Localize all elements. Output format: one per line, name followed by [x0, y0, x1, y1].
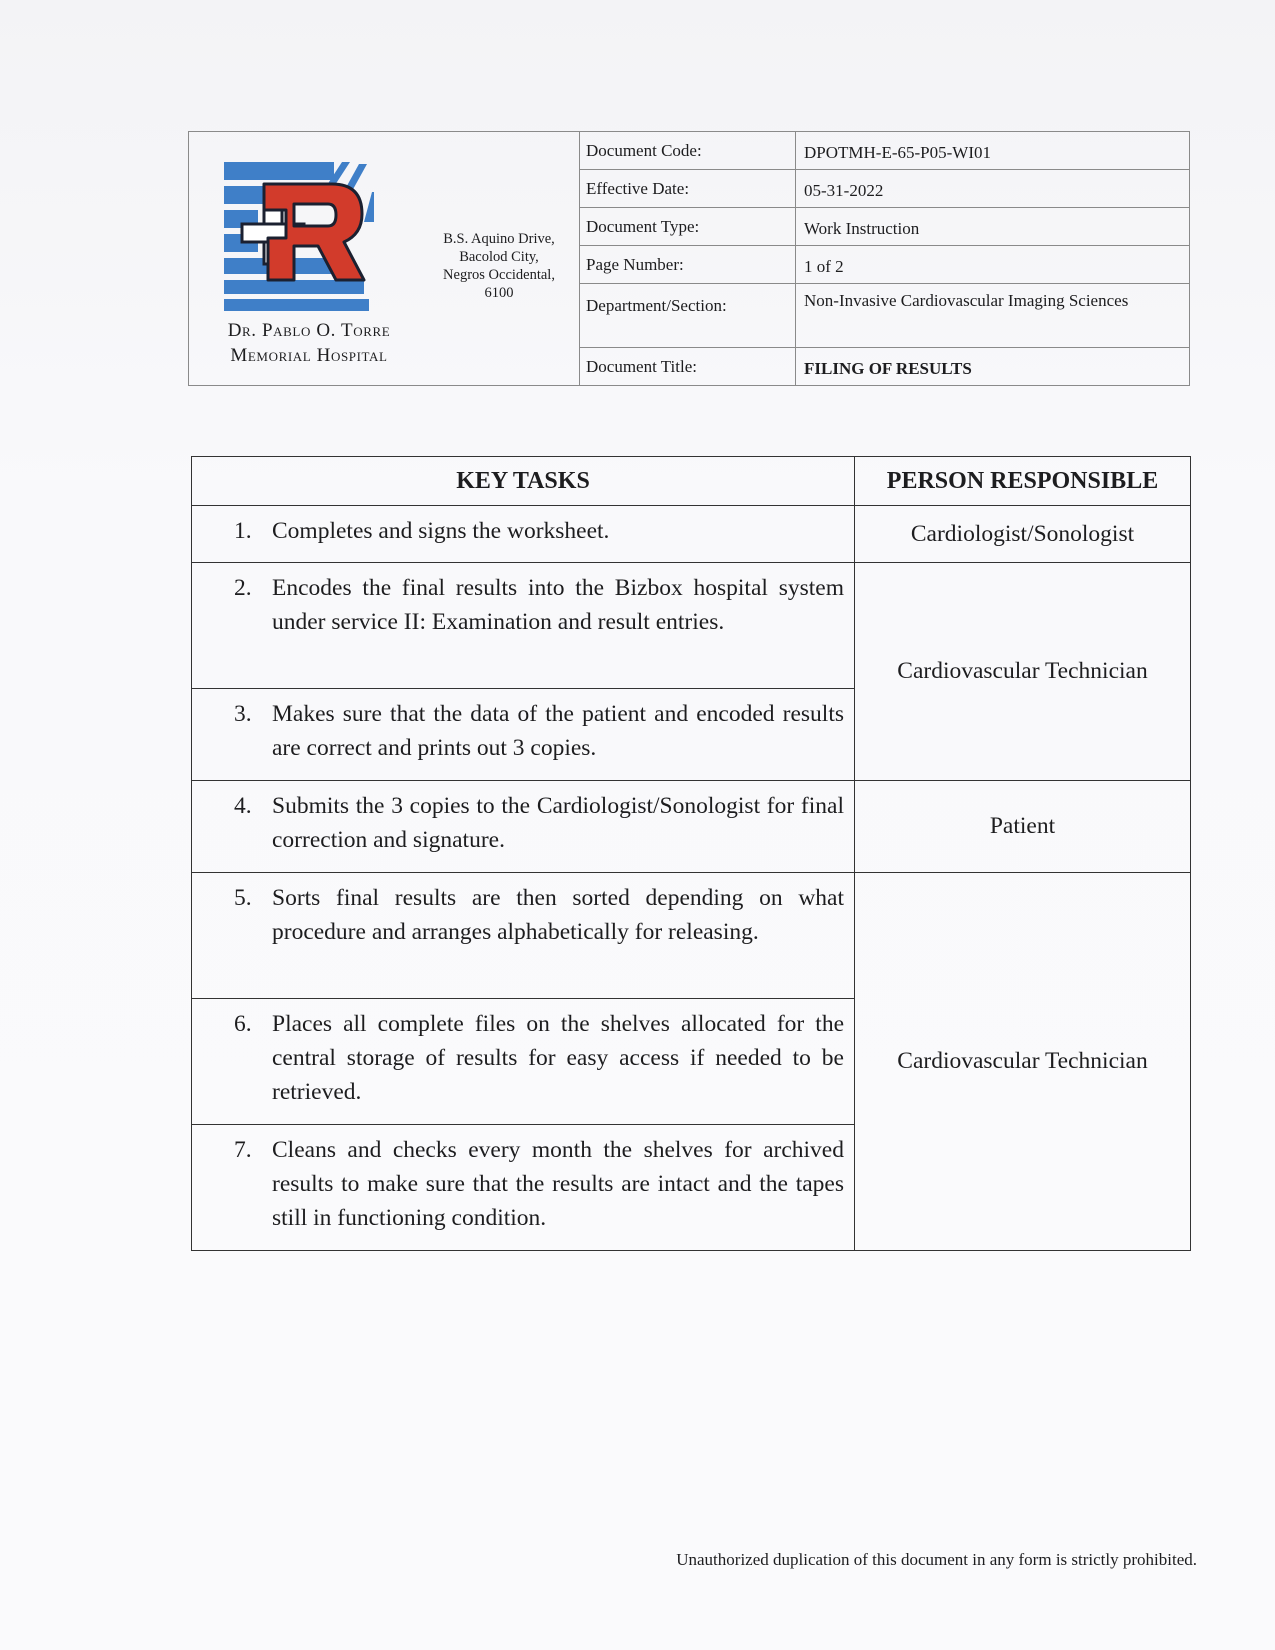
meta-row-department — [580, 284, 1189, 348]
address-line: 6100 — [484, 285, 514, 301]
hospital-name-line2: Memorial Hospital — [230, 345, 388, 366]
task-cell — [192, 563, 855, 689]
person-responsible-header: PERSON RESPONSIBLE — [855, 457, 1191, 506]
task-text: Places all complete files on the shelves allocated for the central storage of results for easy access if needed to be retrieved. — [272, 1011, 844, 1105]
task-text: Cleans and checks every month the shelves for archived results to make sure that the results are intact and the tapes still in functioning condition. — [272, 1137, 844, 1231]
hospital-logo — [224, 162, 374, 312]
task-cell — [192, 781, 855, 873]
responsible-cell: Cardiovascular Technician — [855, 873, 1191, 1251]
task-text: Makes sure that the data of the patient and encoded results are correct and prints out 3 copies. — [272, 701, 844, 761]
task-number: 1. — [234, 518, 252, 544]
key-tasks-header: KEY TASKS — [192, 457, 855, 506]
task-number: 6. — [234, 1011, 252, 1037]
task-cell — [192, 873, 855, 999]
meta-row-document-type — [580, 208, 1189, 246]
task-text: Sorts final results are then sorted depending on what procedure and arranges alphabetically for releasing. — [272, 885, 844, 945]
table-row — [192, 506, 1191, 563]
task-text: Submits the 3 copies to the Cardiologist/Sonologist for final correction and signature. — [272, 793, 844, 853]
task-cell — [192, 1125, 855, 1251]
task-number: 2. — [234, 575, 252, 601]
meta-row-page-number — [580, 246, 1189, 284]
address-line: Bacolod City, — [459, 249, 539, 265]
address-line: B.S. Aquino Drive, — [443, 231, 555, 247]
table-row — [192, 563, 1191, 689]
task-cell — [192, 999, 855, 1125]
task-text: Encodes the final results into the Bizbox hospital system under service II: Examination and result entries. — [272, 575, 844, 635]
table-row — [192, 873, 1191, 999]
footer-notice: Unauthorized duplication of this document in any form is strictly prohibited. — [676, 1550, 1197, 1569]
task-number: 7. — [234, 1137, 252, 1163]
task-number: 4. — [234, 793, 252, 819]
meta-value: 1 of 2 — [804, 257, 844, 276]
meta-label: Document Code: — [580, 132, 796, 169]
address-cell — [409, 132, 579, 385]
document-meta-table — [579, 132, 1189, 385]
hospital-name — [199, 318, 419, 368]
task-number: 3. — [234, 701, 252, 727]
meta-row-document-title — [580, 348, 1189, 385]
responsible-cell: Cardiovascular Technician — [855, 563, 1191, 781]
document-header — [188, 131, 1190, 386]
task-number: 5. — [234, 885, 252, 911]
task-text: Completes and signs the worksheet. — [272, 518, 610, 544]
responsible-cell: Cardiologist/Sonologist — [855, 506, 1191, 563]
address-line: Negros Occidental, — [443, 267, 555, 283]
meta-value: 05-31-2022 — [804, 181, 884, 200]
meta-label: Department/Section: — [580, 284, 796, 347]
document-title: FILING OF RESULTS — [804, 359, 972, 378]
meta-label: Document Type: — [580, 208, 796, 245]
hospital-name-line1: Dr. Pablo O. Torre — [227, 320, 391, 341]
task-cell — [192, 689, 855, 781]
meta-label: Effective Date: — [580, 170, 796, 207]
responsible-cell: Patient — [855, 781, 1191, 873]
meta-value: Non-Invasive Cardiovascular Imaging Sciences — [804, 291, 1129, 310]
key-tasks-table — [191, 456, 1191, 1251]
meta-row-document-code — [580, 132, 1189, 170]
meta-label: Page Number: — [580, 246, 796, 283]
meta-row-effective-date — [580, 170, 1189, 208]
meta-value: DPOTMH-E-65-P05-WI01 — [804, 143, 991, 162]
meta-label: Document Title: — [580, 348, 796, 385]
task-cell — [192, 506, 855, 563]
table-row — [192, 781, 1191, 873]
meta-value: Work Instruction — [804, 219, 920, 238]
logo-cell — [189, 132, 409, 385]
table-header-row — [192, 457, 1191, 506]
hospital-address — [419, 230, 579, 302]
